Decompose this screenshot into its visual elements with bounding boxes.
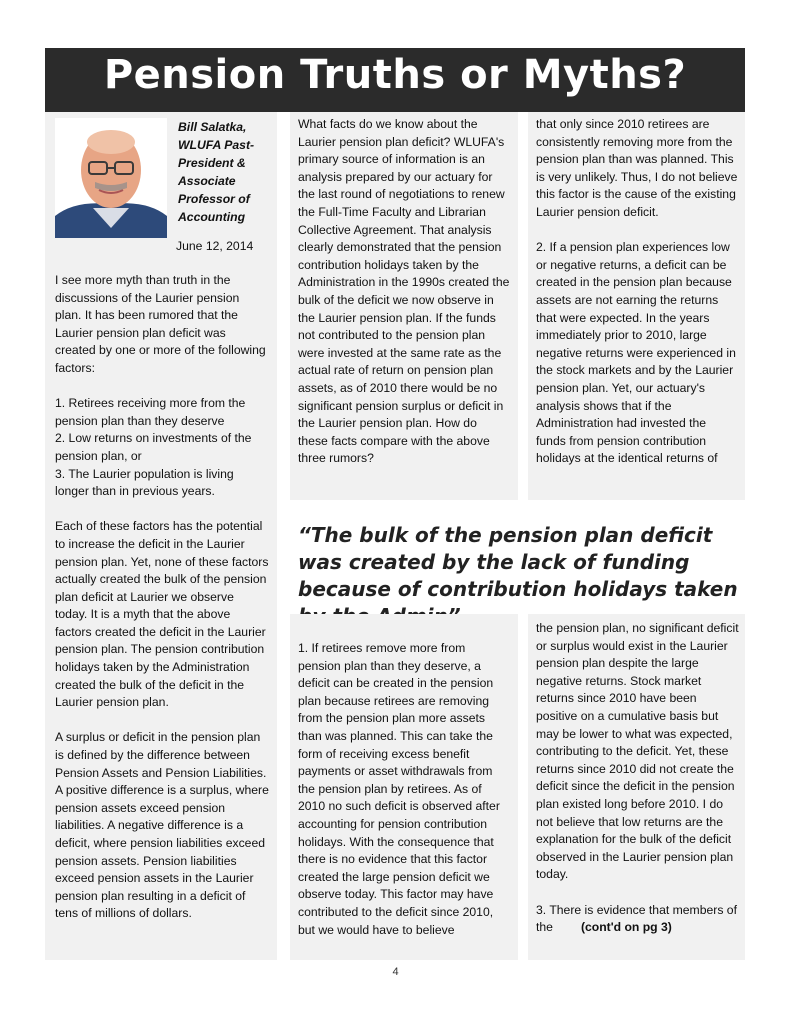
column-3-bottom-text <box>536 620 740 954</box>
paragraph-text: 3. There is evidence that members of the <box>536 902 737 935</box>
paragraph: the pension plan, no significant deficit or surplus would exist in the Laurier pension plan despite the large negative returns. Stock market returns since 2010 have been positive on a cumulative basis but may be lower to what was expected, contributing to the deficit. Yet, these returns since 2010 did not create the deficit since the deficit in the pension plan existed long before 2010. I do not believe that low returns are the explanation for the bulk of the deficit observed in the Laurier pension plan today. <box>536 621 739 882</box>
paragraph: 1. If retirees remove more from pension plan than they deserve, a deficit can be created in the pension plan because retirees are removing from the pension plan more assets than was planned. This can take the form of receiving excess benefit payments or asset withdrawals from the pension plan by retirees. As of 2010 no such deficit is observed after accounting for pension contribution holidays. With the consequence that there is no evidence that this factor created the large pension deficit we observe today. This factor may have contributed to the deficit since 2010, but we would have to believe <box>298 641 500 937</box>
list-item: 1. Retirees receiving more from the pension plan than they deserve <box>55 396 246 428</box>
column-1-text <box>55 272 269 941</box>
page-title: Pension Truths or Myths? <box>103 52 687 98</box>
title-bar <box>45 48 745 112</box>
column-2-top-text <box>298 116 510 485</box>
author-photo <box>55 118 167 238</box>
author-byline: Bill Salatka, WLUFA Past-President & Associate Professor of Accounting <box>178 120 255 224</box>
paragraph: 2. If a pension plan experiences low or negative returns, a deficit can be created in the pension plan because assets are not earning the returns that were expected. In the years immediately prior to 2010, large negative returns were experienced in the stock markets and by the Laurier pension plan. Yet, our actuary's analysis shows that if the Administration had invested the funds from pension contribution holidays at the identical returns of <box>536 240 736 466</box>
list-item: 2. Low returns on investments of the pension plan, or <box>55 431 252 463</box>
paragraph: that only since 2010 retirees are consistently removing more from the pension plan than was planned. This is very unlikely. Thus, I do not believe this factor is the cause of the existing Laurier pension deficit. <box>536 117 738 219</box>
paragraph: Each of these factors has the potential to increase the deficit in the Laurier pension plan. Yet, none of these factors actually created the bulk of the pension plan deficit at Laurier we observe today. It is a myth that the above factors created the deficit in the Laurier pension plan. The pension contribution holidays taken by the Administration created the bulk of the deficit in the Laurier pension plan. <box>55 519 269 710</box>
page-number: 4 <box>392 966 399 978</box>
paragraph: What facts do we know about the Laurier pension plan deficit? WLUFA's primary source of information is an analysis prepared by our actuary for the last round of negotiations to renew the Full-Time Faculty and Librarian Collective Agreement. That analysis clearly demonstrated that the pension contribution holidays taken by the Administration in the 1990s created the bulk of the deficit we now observe in the Laurier pension plan. If the funds not contributed to the pension plan were invested at the same rate as the actual rate of return on pension plan assets, as of 2010 there would be no significant pension surplus or deficit in the Laurier pension plan. How do these facts compare with the above three rumors? <box>298 117 510 466</box>
paragraph <box>536 902 740 937</box>
continued-note: (cont'd on pg 3) <box>580 920 672 935</box>
pull-quote: “The bulk of the pension plan deficit was created by the lack of funding because of contribution holidays taken <box>298 523 738 601</box>
paragraph: I see more myth than truth in the discussions of the Laurier pension plan. It has been rumored that the Laurier pension plan deficit was created by one or more of the following factors: <box>55 273 266 375</box>
column-3-top-text <box>536 116 738 485</box>
article-date: June 12, 2014 <box>176 239 254 253</box>
paragraph: A surplus or deficit in the pension plan is defined by the difference between Pension Assets and Pension Liabilities. A positive difference is a surplus, where pension assets exceed pension liabilities. A negative difference is a deficit, where pension liabilities exceed pension assets. Pension liabilities exceed pension assets in the Laurier pension plan resulting in a deficit of tens of millions of dollars. <box>55 730 269 921</box>
list-item: 3. The Laurier population is living longer than in previous years. <box>55 466 234 499</box>
column-2-bottom-text <box>298 640 510 957</box>
